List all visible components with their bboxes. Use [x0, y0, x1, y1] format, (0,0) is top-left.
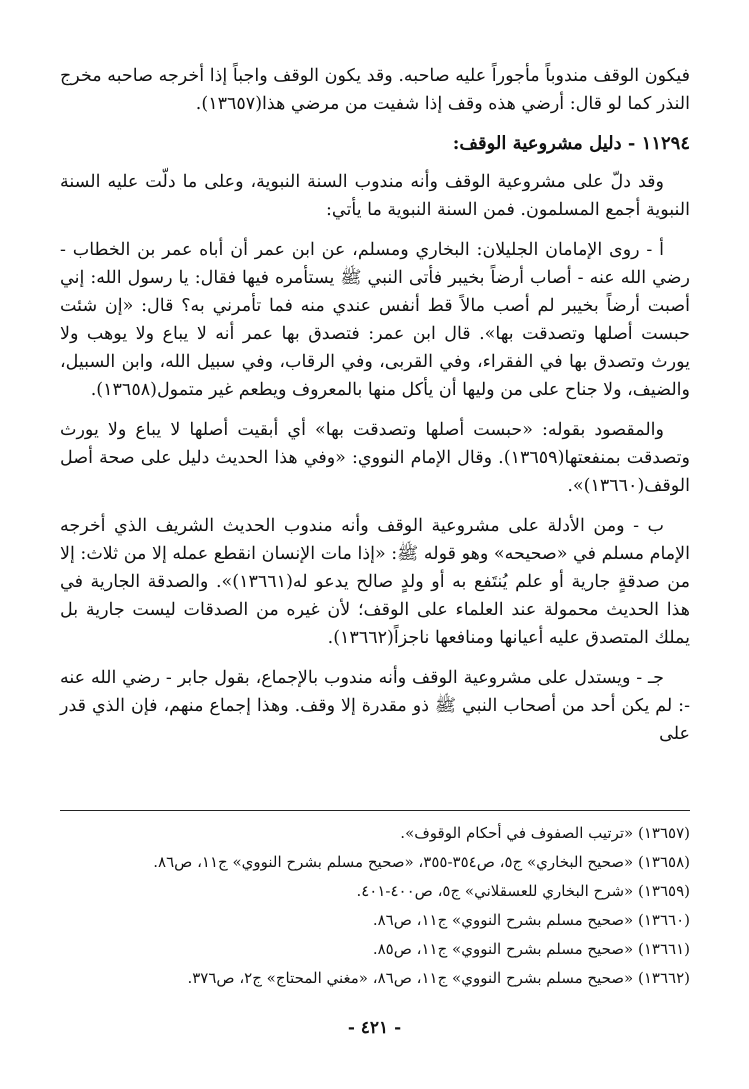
footnote-13659: (١٣٦٥٩) «شرح البخاري للعسقلاني» ج٥، ص٤٠٠-٤٠١.	[356, 882, 690, 900]
paragraph-1: فيكون الوقف مندوباً مأجوراً عليه صاحبه. وقد يكون الوقف واجباً إذا أخرجه صاحبه مخرج النذر كما لو قال: أرضي هذه وقف إذا شفيت من مرضي هذا(١٣٦٥٧).	[60, 66, 690, 114]
paragraph-3: أ - روى الإمامان الجليلان: البخاري ومسلم، عن ابن عمر أن أباه عمر بن الخطاب - رضي الله عنه - أصاب أرضاً بخيبر فأتى النبي ﷺ يستأمره فيها فقال: يا رسول الله: إني أصبت أرضاً بخيبر لم أصب مالاً قط أنفس عندي منه فما تأمرني به؟ قال: «إن شئت حبست أصلها وتصدقت بها». قال ابن عمر: فتصدق بها عمر أنه لا يباع ولا يوهب ولا يورث وتصدق بها في الفقراء، وفي القربى، وفي الرقاب، وفي سبيل الله، وابن السبيل، والضيف، ولا جناح على من وليها أن يأكل منها بالمعروف ويطعم غير متمول(١٣٦٥٨).	[60, 240, 690, 400]
footnote-rule	[60, 810, 690, 811]
footnote-13661: (١٣٦٦١) «صحيح مسلم بشرح النووي» ج١١، ص٨٥.	[372, 940, 690, 958]
paragraph-2: وقد دلّ على مشروعية الوقف وأنه مندوب السنة النبوية، وعلى ما دلّت عليه السنة النبوية أجمع المسلمون. فمن السنة النبوية ما يأتي:	[60, 172, 690, 220]
footnote-13658: (١٣٦٥٨) «صحيح البخاري» ج٥، ص٣٥٤-٣٥٥، «صحيح مسلم بشرح النووي» ج١١، ص٨٦.	[153, 853, 690, 871]
footnote-13660: (١٣٦٦٠) «صحيح مسلم بشرح النووي» ج١١، ص٨٦.	[372, 911, 690, 929]
page-body	[60, 62, 690, 760]
footnotes	[60, 810, 690, 993]
paragraph-6: جـ - ويستدل على مشروعية الوقف وأنه مندوب بالإجماع، بقول جابر - رضي الله عنه -: لم يكن أحد من أصحاب النبي ﷺ ذو مقدرة إلا وقف. وهذا إجماع منهم، فإن الذي قدر على	[60, 668, 690, 744]
footnote-13662: (١٣٦٦٢) «صحيح مسلم بشرح النووي» ج١١، ص٨٦، «مغني المحتاج» ج٢، ص٣٧٦.	[187, 969, 690, 987]
paragraph-5: ب - ومن الأدلة على مشروعية الوقف وأنه مندوب الحديث الشريف الذي أخرجه الإمام مسلم في «صحيحه» وهو قوله ﷺ: «إذا مات الإنسان انقطع عمله إلا من ثلاث: إلا من صدقةٍ جارية أو علم يُنتَفع به أو ولدٍ صالح يدعو له(١٣٦٦١)». والصدقة الجارية في هذا الحديث محمولة عند العلماء على الوقف؛ لأن غيره من الصدقات ليست جارية بل يملك المتصدق عليه أعيانها ومنافعها ناجزاً(١٣٦٦٢).	[60, 516, 690, 648]
section-heading: ١١٢٩٤ - دليل مشروعية الوقف:	[452, 133, 690, 154]
footnote-13657: (١٣٦٥٧) «ترتيب الصفوف في أحكام الوقوف».	[400, 824, 690, 842]
page-number: - ٤٢١ -	[347, 1018, 402, 1038]
paragraph-4: والمقصود بقوله: «حبست أصلها وتصدقت بها» أي أبقيت أصلها لا يباع ولا يورث وتصدقت بمنفعتها(١٣٦٥٩). وقال الإمام النووي: «وفي هذا الحديث دليل على صحة أصل الوقف(١٣٦٦٠)».	[60, 420, 690, 496]
